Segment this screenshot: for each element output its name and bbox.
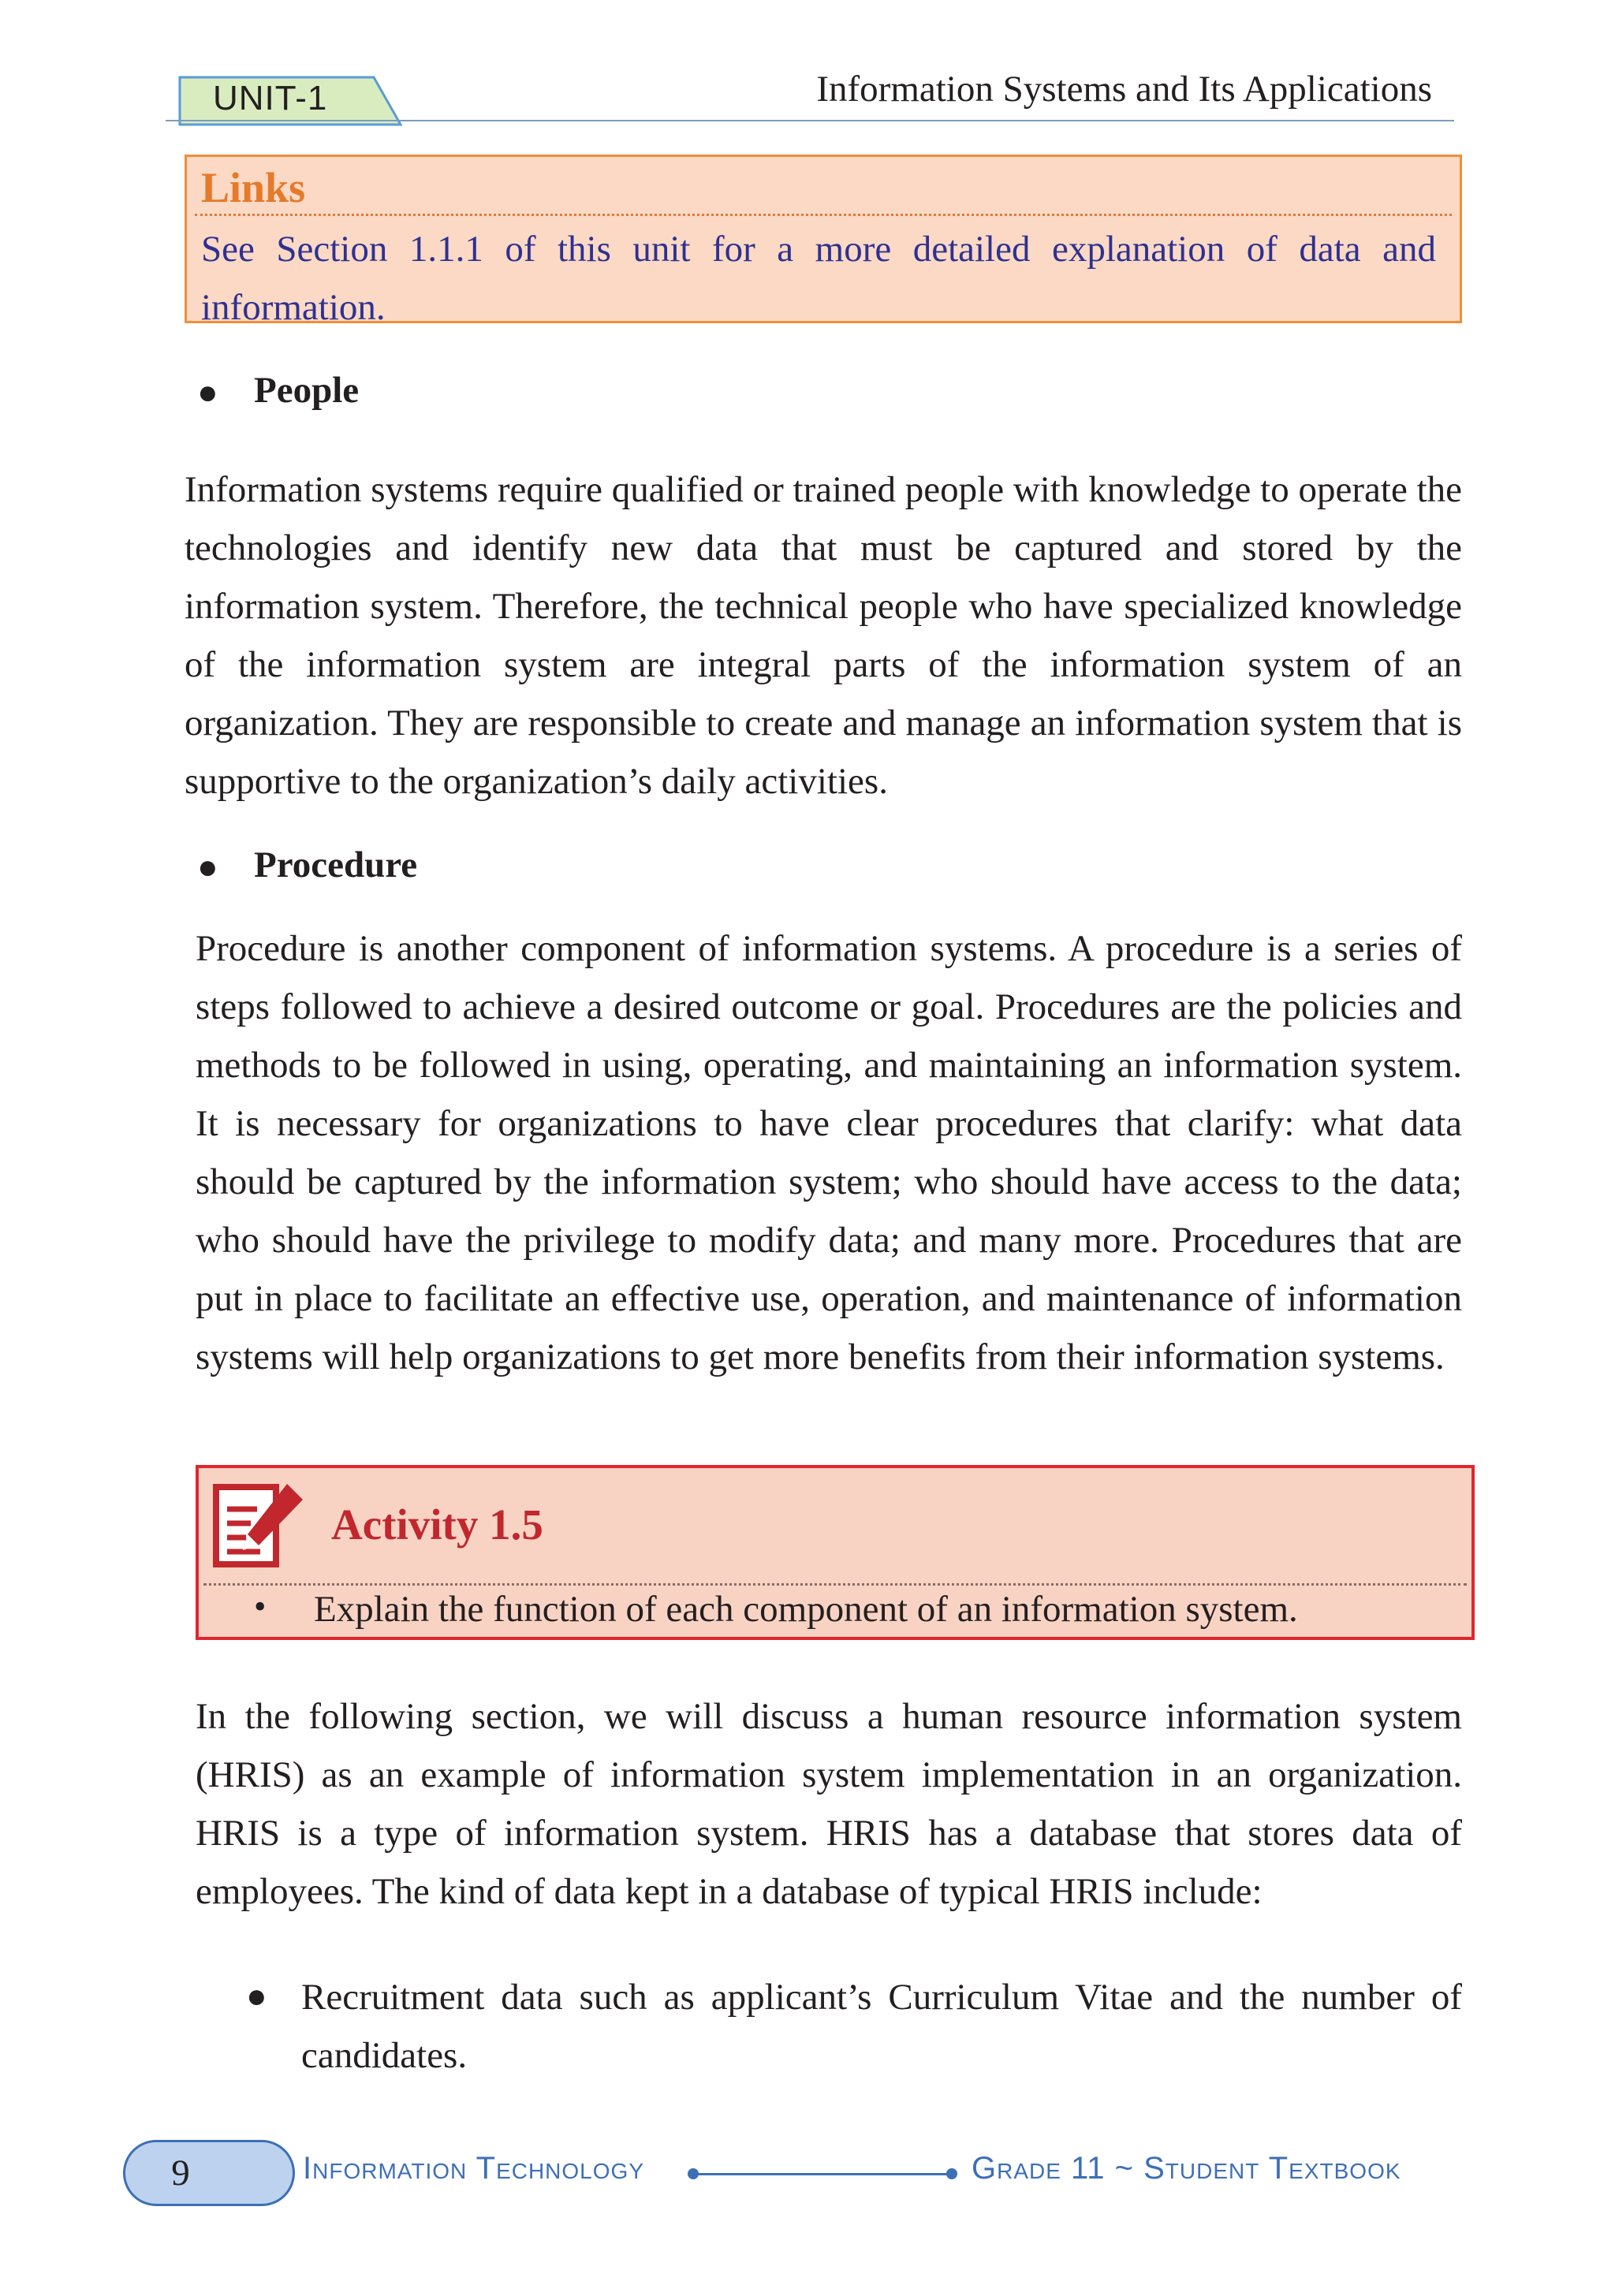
hris-intro-paragraph: In the following section, we will discuss a human resource information system (HRIS) as an example of information system implementation in an organization. HRIS is a type of information system. HRIS has a database that stores data of employees. The kind of data kept in a database of typical HRIS include:: [196, 1696, 1462, 1912]
header-title: Information Systems and Its Applications: [816, 69, 1432, 110]
activity-pencil-icon: [211, 1479, 306, 1574]
footer-subject: Information Technology: [303, 2151, 644, 2186]
people-paragraph: Information systems require qualified or trained people with knowledge to operate the technologies and identify new data that must be captured and stored by the information system. Therefore, the technical people who have specialized knowledge of the information system are integral parts of the information system of an organization. They are responsible to create and manage an information system that is supportive to the organization’s daily activities.: [185, 469, 1462, 802]
links-text: See Section 1.1.1 of this unit for a more detailed explanation of data and information.: [201, 229, 1436, 328]
footer-dot-icon: [946, 2168, 957, 2179]
unit-label: UNIT-1: [213, 79, 328, 117]
footer-grade: Grade 11 ~ Student Textbook: [972, 2151, 1401, 2186]
header-rule: [166, 120, 1454, 121]
activity-title: Activity 1.5: [331, 1500, 543, 1549]
links-title: Links: [201, 164, 306, 211]
activity-separator: [203, 1583, 1467, 1586]
bullet-icon: ●: [246, 1977, 267, 2015]
page-number-pill: [123, 2140, 295, 2206]
activity-item: Explain the function of each component of an information system.: [314, 1589, 1298, 1630]
bullet-icon: ●: [197, 373, 218, 412]
activity-box: [196, 1465, 1475, 1640]
bullet-icon: •: [254, 1587, 267, 1626]
footer-line: [692, 2173, 953, 2175]
links-separator: [195, 214, 1452, 216]
procedure-heading: Procedure: [254, 844, 418, 885]
procedure-paragraph: Procedure is another component of information systems. A procedure is a series of steps followed to achieve a desired outcome or goal. Procedures are the policies and methods to be followed in using, operating, and maintaining an information system. It is necessary for organizations to have clear procedures that clarify: what data should be captured by the information system; who should have access to the data; who should have the privilege to modify data; and many more. Procedures that are put in place to facilitate an effective use, operation, and maintenance of information systems will help organizations to get more benefits from their information systems.: [196, 928, 1462, 1377]
page-number: 9: [171, 2152, 190, 2194]
people-heading: People: [254, 370, 360, 411]
list-item: Recruitment data such as applicant’s Curriculum Vitae and the number of candidates.: [301, 1977, 1462, 2076]
links-box: [185, 155, 1462, 328]
bullet-icon: ●: [197, 848, 218, 886]
